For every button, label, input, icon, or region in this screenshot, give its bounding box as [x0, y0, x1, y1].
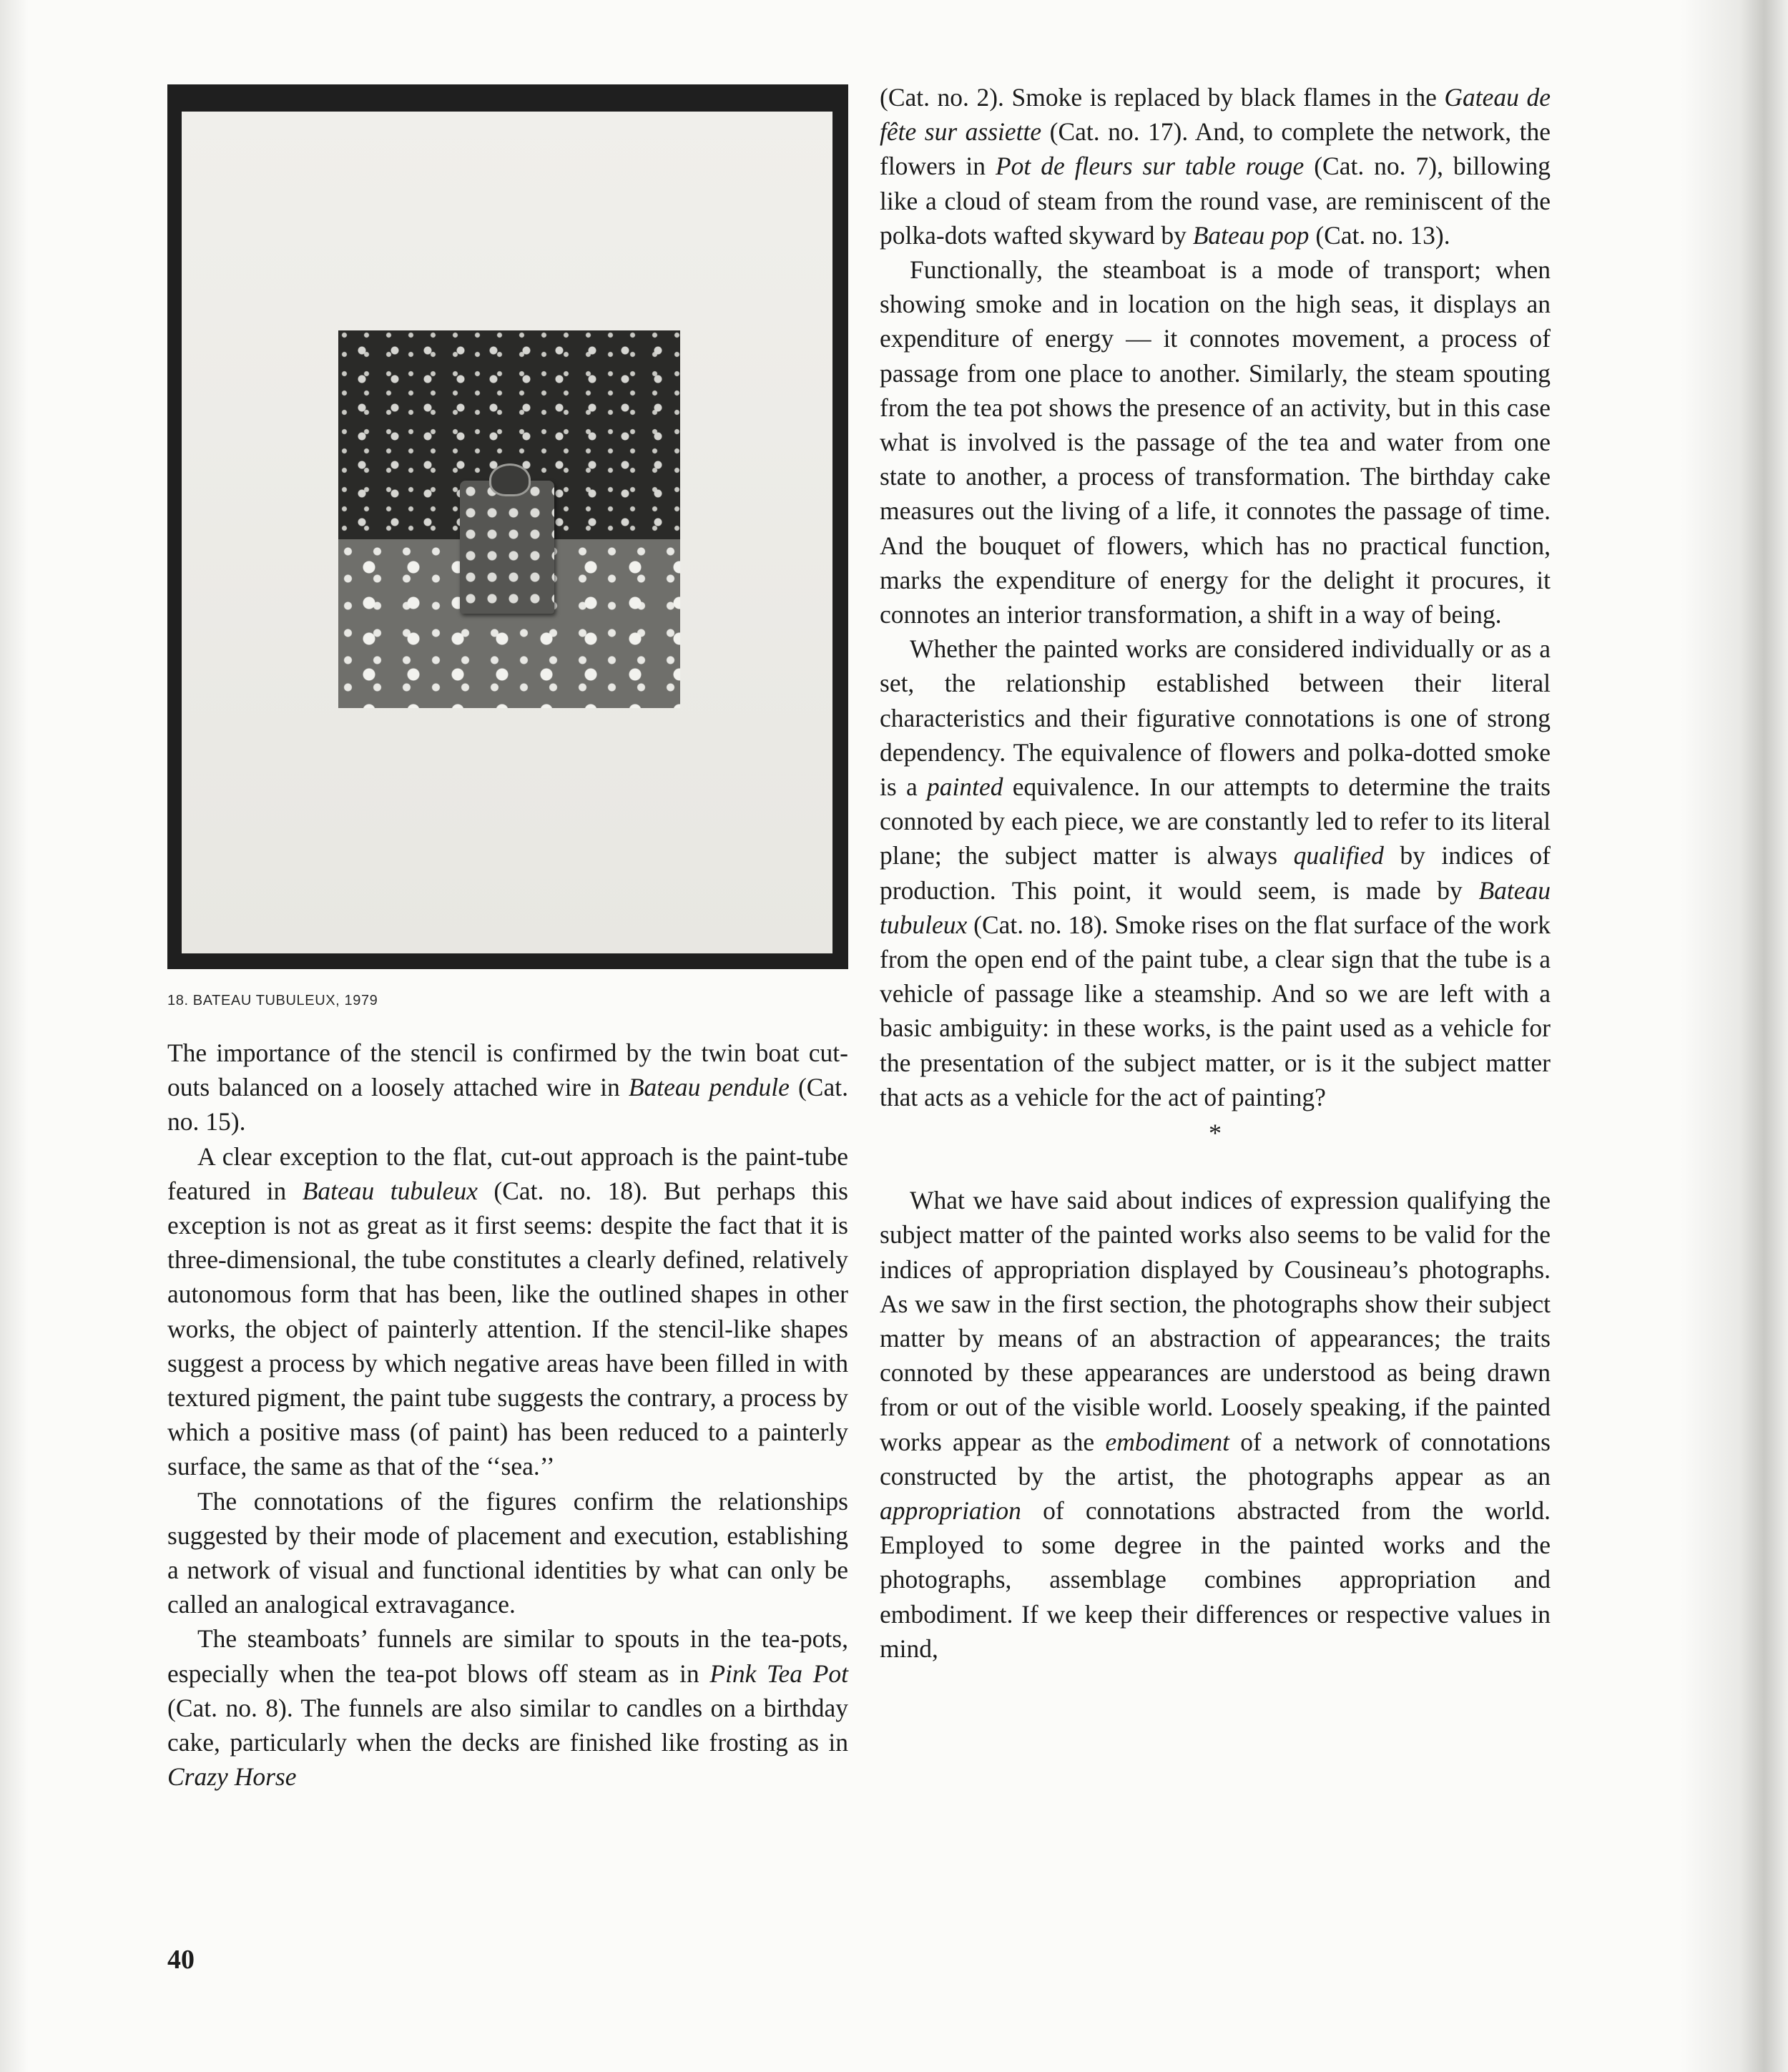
emphasis-embodiment: embodiment: [1105, 1427, 1229, 1456]
photo-mount: [182, 112, 832, 953]
left-column: [167, 1036, 848, 1794]
title-gateau-de-fete: Gateau de fête sur assiette: [880, 83, 1551, 147]
title-pot-de-fleurs: Pot de fleurs sur table rouge: [995, 152, 1305, 181]
right-paragraph-2: Functionally, the steamboat is a mode of transport; when showing smoke and in location on the high seas, it displays an expenditure of energy — it connotes movement, a process of passage from one place to another. Similarly, the steam spouting from the tea pot shows the presence of an activity, but in this case what is involved is the passage of the tea and water from one state to another, a process of transformation. The birthday cake measures out the living of a life, it connotes the passage of time. And the bouquet of flowers, which has no practical function, marks the expenditure of energy for the delight it procures, it connotes an interior transformation, a shift in a way of being.: [880, 255, 1551, 629]
title-crazy-horse: Crazy Horse: [167, 1762, 297, 1792]
title-bateau-pendule: Bateau pendule: [628, 1073, 790, 1102]
scan-shadow-right: [1681, 0, 1788, 2072]
emphasis-appropriation: appropriation: [880, 1496, 1021, 1525]
artwork-paint-tube: [460, 481, 554, 614]
title-bateau-tubuleux-2: Bateau tubuleux: [880, 875, 1551, 939]
title-bateau-tubuleux: Bateau tubuleux: [302, 1176, 478, 1205]
left-paragraph-1: The importance of the stencil is confirmed by the twin boat cut-outs balanced on a loosely attached wire in Bateau pendule (Cat. no. 15).: [167, 1039, 848, 1136]
right-paragraph-4: What we have said about indices of expression qualifying the subject matter of the painted works also seems to be valid for the indices of appropriation displayed by Cousineau’s photographs. As we saw in the first section, the photographs show their subject matter by means of an abstraction of appearances; the traits connoted by these appearances are understood as being drawn from or out of the visible world. Loosely speaking, if the painted works appear as the embodiment of a network of connotations constructed by the artist, the photographs appear as an appropriation of connotations abstracted from the world. Employed to some degree in the painted works and the photographs, assemblage combines appropriation and embodiment. If we keep their differences or respective values in mind,: [880, 1186, 1551, 1663]
right-paragraph-1: (Cat. no. 2). Smoke is replaced by black flames in the Gateau de fête sur assiette (Cat. no. 17). And, to complete the network, the flowers in Pot de fleurs sur table rouge (Cat. no. 7), billowing like a cloud of steam from the round vase, are reminiscent of the polka-dots wafted skyward by Bateau pop (Cat. no. 13).: [880, 83, 1551, 250]
right-column: [880, 80, 1551, 1666]
title-bateau-pop: Bateau pop: [1192, 220, 1310, 250]
title-pink-tea-pot: Pink Tea Pot: [709, 1659, 849, 1688]
left-paragraph-4: The steamboats’ funnels are similar to spouts in the tea-pots, especially when the tea-pot blows off steam as in Pink Tea Pot (Cat. no. 8). The funnels are also similar to candles on a birthday cake, particularly when the decks are finished like frosting as in Crazy Horse: [167, 1624, 849, 1792]
right-paragraph-3: Whether the painted works are considered individually or as a set, the relationship established between their literal characteristics and their figurative connotations is one of strong dependency. The equivalence of flowers and polka-dotted smoke is a painted equivalence. In our attempts to determine the traits connoted by each piece, we are constantly led to refer to its literal plane; the subject matter is always qualified by indices of production. This point, it would seem, is made by Bateau tubuleux (Cat. no. 18). Smoke rises on the flat surface of the work from the open end of the paint tube, a clear sign that the tube is a vehicle of passage like a steamship. And so we are left with a basic ambiguity: in these works, is the paint used as a vehicle for the presentation of the subject matter, or is it the subject matter that acts as a vehicle for the act of painting?: [880, 634, 1551, 1111]
scan-shadow-left: [0, 0, 29, 2072]
figure-caption: 18. BATEAU TUBULEUX, 1979: [167, 993, 378, 1008]
emphasis-painted: painted: [926, 772, 1003, 802]
section-separator: *: [1209, 1119, 1222, 1148]
left-paragraph-2: A clear exception to the flat, cut-out approach is the paint-tube featured in Bateau tubuleux (Cat. no. 18). But perhaps this exception is not as great as it first seems: despite the fact that it is three-dimensional, the tube constitutes a clearly defined, relatively autonomous form that has been, like the outlined shapes in other works, the object of painterly attention. If the stencil-like shapes suggest a process by which negative areas have been filled in with textured pigment, the paint tube suggests the contrary, a process by which a positive mass (of paint) has been reduced to a painterly surface, the same as that of the ‘‘sea.’’: [167, 1141, 849, 1481]
artwork-bateau-tubuleux: [338, 330, 680, 708]
figure-photo: [167, 84, 848, 969]
artwork-tube-cap: [489, 463, 531, 496]
page-number: 40: [167, 1945, 195, 1975]
emphasis-qualified: qualified: [1293, 841, 1384, 870]
left-paragraph-3: The connotations of the figures confirm the relationships suggested by their mode of placement and execution, establishing a network of visual and functional identities by what can only be called an analogical extravagance.: [167, 1486, 848, 1619]
